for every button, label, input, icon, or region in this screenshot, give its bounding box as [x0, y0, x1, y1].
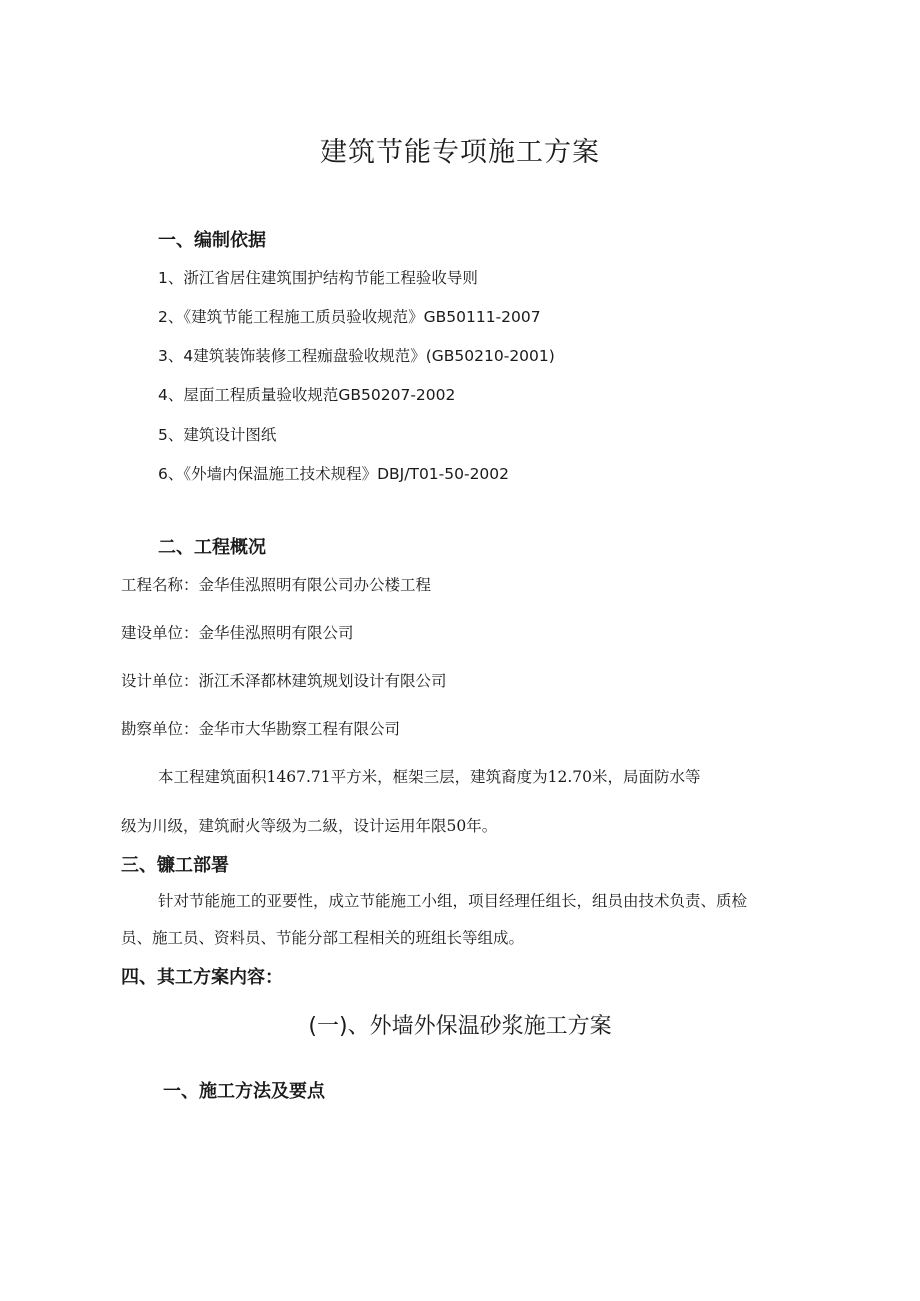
overview-paragraph-line2: 级为川级，建筑耐火等级为二級，设计运用年限50年。 [121, 817, 498, 835]
subsection-heading-method: 一、施工方法及要点 [163, 1081, 325, 1102]
subsection-title: (一)、外墙外保温砂浆施工方案 [308, 1014, 612, 1039]
list-item: 3、4建筑装饰装修工程痂盘验收规范》(GB50210-2001) [158, 347, 555, 365]
list-item: 5、建筑设计图纸 [158, 426, 277, 444]
section-heading-content: 四、其工方案内容： [121, 967, 283, 988]
list-item: 4、屋面工程质量验收规范GB50207-2002 [158, 386, 456, 404]
section-heading-basis: 一、编制依据 [158, 230, 266, 251]
deployment-paragraph-line1: 针对节能施工的亚要性，成立节能施工小组，项目经理任组长，组员由技术负责、质检 [158, 892, 748, 910]
section-heading-overview: 二、工程概况 [158, 537, 266, 558]
deployment-paragraph-line2: 员、施工员、资料员、节能分部工程相关的班组长等组成。 [121, 929, 525, 947]
design-unit: 设计单位：浙江禾泽都林建筑规划设计有限公司 [121, 672, 447, 690]
list-item: 6、《外墙内保温施工技术规程》DBJ/T01-50-2002 [158, 465, 510, 483]
builder-unit: 建设单位：金华佳泓照明有限公司 [121, 624, 354, 642]
overview-paragraph-line1: 本工程建筑面积1467.71平方米，框架三层，建筑裔度为12.70米，局面防水等 [158, 768, 701, 786]
survey-unit: 勘察单位：金华市大华勘察工程有限公司 [121, 720, 401, 738]
section-heading-deployment: 三、镰工部署 [121, 855, 229, 876]
list-item: 2、《建筑节能工程施工质员验收规范》GB50111-2007 [158, 308, 541, 326]
list-item: 1、浙江省居住建筑围护结构节能工程验收导则 [158, 269, 478, 287]
page-title: 建筑节能专项施工方案 [320, 137, 600, 168]
project-name: 工程名称：金华佳泓照明有限公司办公楼工程 [121, 576, 432, 594]
